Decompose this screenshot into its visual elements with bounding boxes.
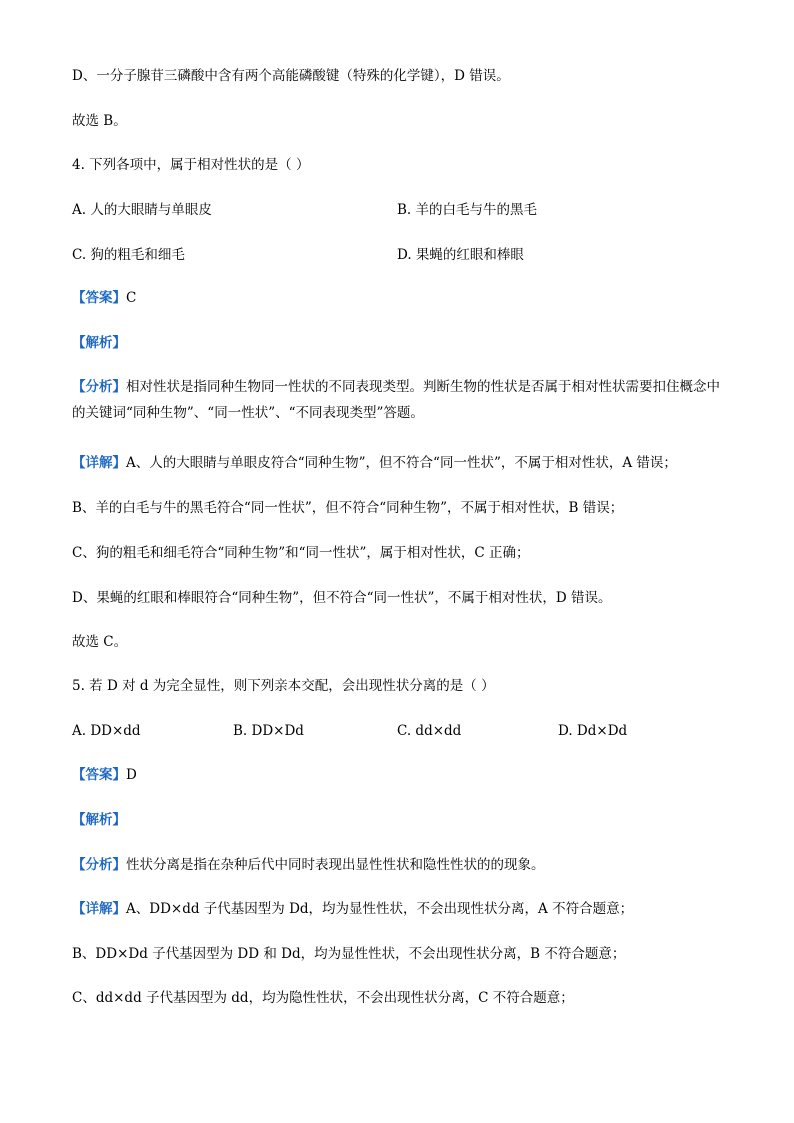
q4-analysis: [72, 374, 728, 426]
fenxi-tag: 【分析】: [72, 379, 126, 395]
text-line: D、一分子腺苷三磷酸中含有两个高能磷酸键（特殊的化学键），D 错误。: [72, 68, 510, 84]
q5-detail-c: C、dd×dd 子代基因型为 dd，均为隐性性状，不会出现性状分离，C 不符合题意；: [72, 990, 574, 1006]
q4-option-b: B. 羊的白毛与牛的黑毛: [397, 202, 538, 218]
analysis-text: 性状分离是指在杂种后代中同时表现出显性性状和隐性性状的的现象。: [126, 857, 545, 873]
q4-detail-c: C、狗的粗毛和细毛符合“同种生物”和“同一性状”，属于相对性状，C 正确；: [72, 545, 530, 561]
detail-text: A、DD×dd 子代基因型为 Dd，均为显性性状，不会出现性状分离，A 不符合题意；: [126, 901, 634, 917]
q5-detail-a: [72, 899, 633, 919]
q4-conclusion: 故选 C。: [72, 634, 128, 650]
detail-text: A、人的大眼睛与单眼皮符合“同种生物”，但不符合“同一性状”，不属于相对性状，A 错误；: [126, 455, 677, 471]
question-5-stem: 5. 若 D 对 d 为完全显性，则下列亲本交配，会出现性状分离的是（ ）: [72, 678, 495, 694]
analysis-tag: 【解析】: [72, 335, 126, 351]
q4-option-a: A. 人的大眼睛与单眼皮: [72, 202, 212, 218]
q4-analysis-heading: [72, 333, 126, 353]
q5-option-d: D. Dd×Dd: [558, 723, 628, 739]
fenxi-tag: 【分析】: [72, 857, 126, 873]
q4-option-d: D. 果蝇的红眼和棒眼: [397, 247, 524, 263]
question-4-stem: 4. 下列各项中，属于相对性状的是（ ）: [72, 157, 310, 173]
answer-tag: 【答案】: [72, 767, 126, 783]
detail-tag: 【详解】: [72, 455, 126, 471]
q5-analysis-heading: [72, 810, 126, 830]
q4-detail-d: D、果蝇的红眼和棒眼符合“同种生物”，但不符合“同一性状”，不属于相对性状，D 错误。: [72, 590, 612, 606]
q5-detail-b: B、DD×Dd 子代基因型为 DD 和 Dd，均为显性性状，不会出现性状分离，B 不符合题意；: [72, 946, 626, 962]
q5-analysis: [72, 855, 545, 875]
answer-value: C: [126, 290, 137, 306]
analysis-text: 相对性状是指同种生物同一性状的不同表现类型。判断生物的性状是否属于相对性状需要扣住概念中的关键词“同种生物”、“同一性状”、“不同表现类型”答题。: [72, 379, 720, 421]
q5-option-b: B. DD×Dd: [233, 723, 304, 739]
q4-detail-a: [72, 453, 677, 473]
analysis-tag: 【解析】: [72, 812, 126, 828]
q5-option-c: C. dd×dd: [397, 723, 462, 739]
q5-answer: [72, 765, 137, 785]
text-line: 故选 B。: [72, 113, 127, 129]
detail-tag: 【详解】: [72, 901, 126, 917]
q4-answer: [72, 288, 136, 308]
answer-tag: 【答案】: [72, 290, 126, 306]
q5-option-a: A. DD×dd: [72, 723, 141, 739]
q4-detail-b: B、羊的白毛与牛的黑毛符合“同一性状”，但不符合“同种生物”，不属于相对性状，B 错误；: [72, 500, 624, 516]
q4-option-c: C. 狗的粗毛和细毛: [72, 247, 185, 263]
answer-value: D: [126, 767, 137, 783]
